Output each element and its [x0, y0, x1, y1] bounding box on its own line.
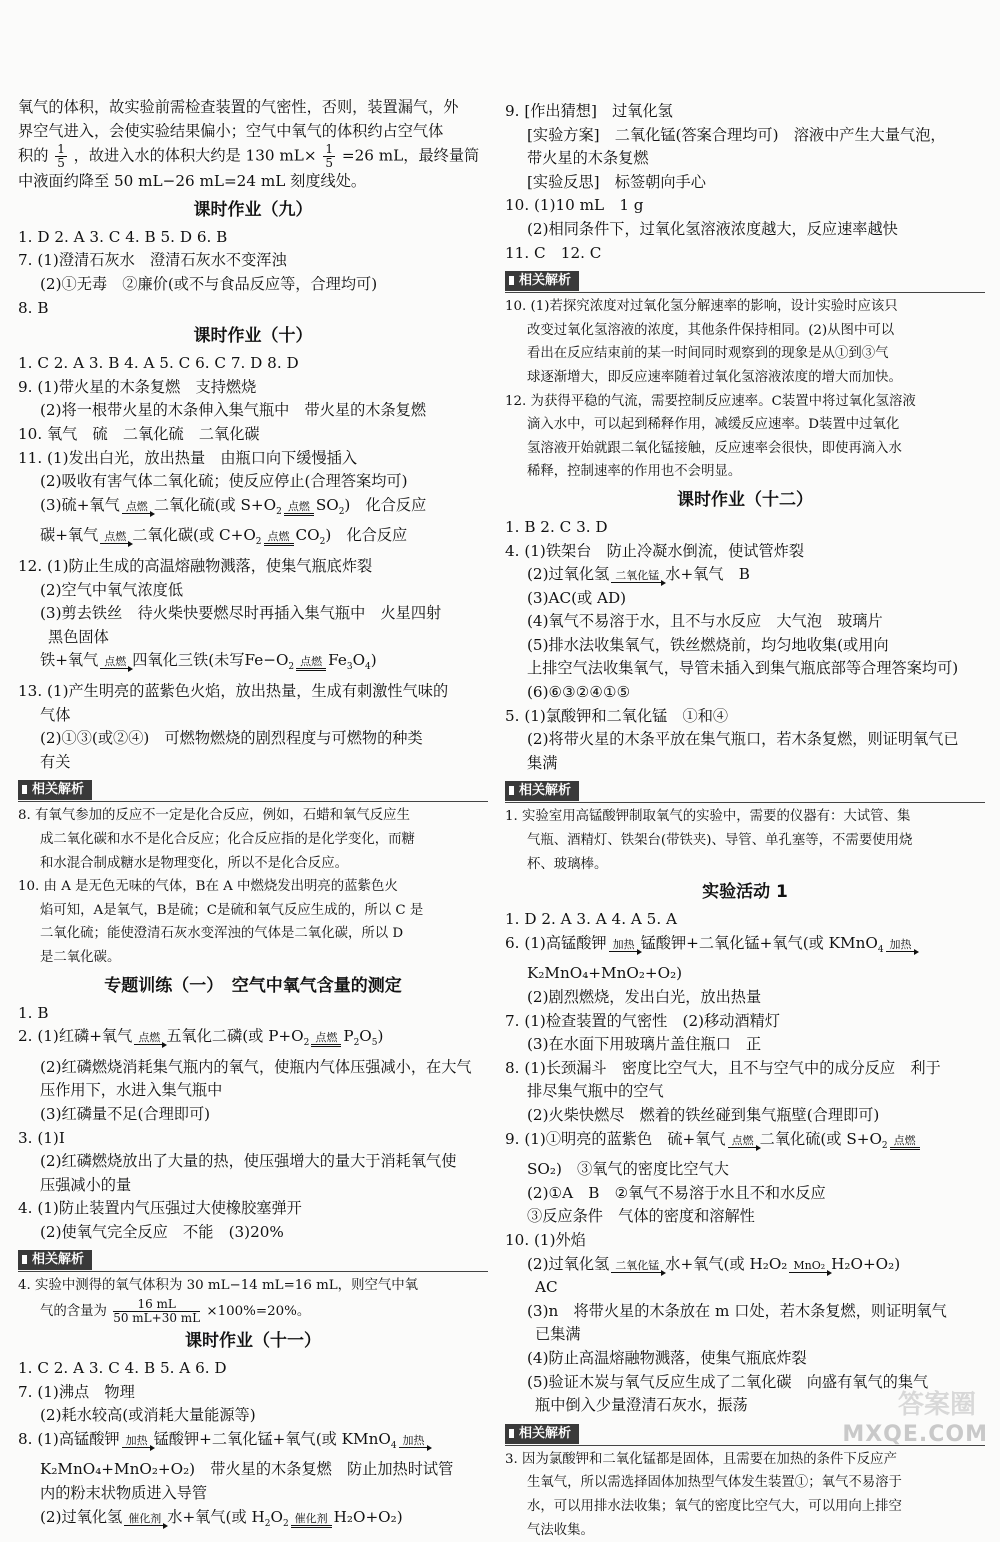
- watermark-logo: 答案圈: [897, 1390, 976, 1420]
- explain-line: 杯、玻璃棒。: [527, 856, 608, 872]
- explain-line: 8. 有氧气参加的反应不一定是化合反应，例如，石蜡和氧气反应生: [18, 808, 410, 824]
- answer-line: 压强减小的量: [40, 1175, 132, 1194]
- explain-line: 1. 实验室用高锰酸钾制取氧气的实验中，需要的仪器有：大试管、集: [505, 809, 911, 825]
- answer-line: 10. (1)外焰: [505, 1231, 586, 1249]
- equation-line: 铁+氧气 点燃 四氧化三铁(未写$Fe-O_2$ 点燃 $Fe_3O_4$): [40, 651, 377, 673]
- explain-line: 和水混合制成糖水是物理变化，所以不是化合反应。: [40, 855, 348, 871]
- answer-line: 7. (1)沸点 物理: [18, 1382, 135, 1401]
- reaction-arrow: 点燃: [100, 656, 130, 669]
- answer-line: 1. B: [18, 1003, 49, 1022]
- answer-line: 10. 氧气 硫 二氧化硫 二氧化碳: [18, 424, 260, 443]
- divider: [18, 1271, 488, 1272]
- answer-line: (3)剪去铁丝 待火柴快要燃尽时再插入集气瓶中 火星四射: [40, 604, 442, 623]
- text-line: 界空气进入，会使实验结果偏小；空气中氧气的体积约占空气体: [18, 121, 444, 140]
- answer-line: (2)耗水较高(或消耗大量能源等): [40, 1406, 256, 1425]
- answer-line: (4)氧气不易溶于水，且不与水反应 大气泡 玻璃片: [527, 612, 883, 631]
- answer-line: 12. (1)防止生成的高温熔融物溅落，使集气瓶底炸裂: [18, 556, 373, 575]
- answer-line: 瓶中倒入少量澄清石灰水，振荡: [535, 1396, 748, 1415]
- explain-line: 稀释，控制速率的作用也不会明显。: [527, 464, 742, 480]
- explain-line: 球逐渐增大，即反应速率随着过氧化氢溶液浓度的增大而加快。: [527, 369, 902, 385]
- answer-line: 压作用下，水进入集气瓶中: [40, 1081, 223, 1100]
- reaction-equals: 催化剂: [291, 1513, 332, 1528]
- answer-line: (2)红磷燃烧放出了大量的热，使压强增大的量大于消耗氧气使: [40, 1152, 457, 1171]
- answer-line: 1. D 2. A 3. C 4. B 5. D 6. B: [18, 227, 228, 246]
- section-title: 课时作业（十一）: [185, 1331, 321, 1352]
- reaction-arrow: 点燃: [100, 531, 130, 544]
- equation-line: 碳+氧气 点燃 二氧化碳(或 $C+O_2$ 点燃 $CO_2$) 化合反应: [40, 526, 408, 548]
- answer-line: 1. C 2. A 3. C 4. B 5. A 6. D: [18, 1359, 227, 1378]
- answer-line: 11. (1)发出白光，放出热量 由瓶口向下缓慢插入: [18, 448, 358, 467]
- reaction-equals: 点燃: [296, 656, 326, 671]
- analysis-label: 相关解析: [18, 780, 92, 800]
- explain-line: 滴入水中，可以起到稀释作用，减缓反应速率。D装置中过氧化: [527, 417, 900, 433]
- equation-line: (2)过氧化氢 二氧化锰 水+氧气 B: [527, 565, 750, 584]
- answer-line: (3)AC(或 AD): [527, 588, 627, 607]
- answer-line: 8. (1)长颈漏斗 密度比空气大，且不与空气中的成分反应 利于: [505, 1058, 941, 1077]
- explain-line: 气瓶、酒精灯、铁架台(带铁夹)、导管、单孔塞等，不需要使用烧: [527, 833, 913, 849]
- explain-line: 4. 实验中测得的氧气体积为 30 mL−14 mL=16 mL，则空气中氧: [18, 1278, 419, 1294]
- reaction-arrow: 加热: [886, 939, 916, 952]
- answer-line: [实验反思] 标签朝向手心: [527, 172, 706, 191]
- explain-line: 气法收集。: [527, 1522, 594, 1538]
- answer-line: (4)防止高温熔融物溅落，使集气瓶底炸裂: [527, 1348, 807, 1367]
- answer-line: ③反应条件 气体的密度和溶解性: [527, 1207, 755, 1226]
- section-title: 专题训练（一） 空气中氧气含量的测定: [104, 975, 402, 996]
- equation-line: (2)过氧化氢 催化剂 水+氧气(或 $H_2O_2$ 催化剂 H₂O+O₂): [40, 1507, 403, 1529]
- reaction-equals: 点燃: [284, 501, 314, 516]
- answer-line: 3. (1)I: [18, 1128, 65, 1147]
- answer-line: [实验方案] 二氧化锰(答案合理均可) 溶液中产生大量气泡，: [527, 125, 946, 144]
- answer-line: K₂MnO₄+MnO₂+O₂): [527, 964, 683, 983]
- answer-line: 排尽集气瓶中的空气: [527, 1082, 664, 1101]
- reaction-arrow: 加热: [122, 1435, 152, 1448]
- answer-line: (2)吸收有害气体二氧化硫；使反应停止(合理答案均可): [40, 472, 408, 491]
- text-line: 积的 $\frac{1}{5}$ ，故进入水的体积大约是 130 mL× $\frac{1}{5}$ =26 mL，最终量筒: [18, 143, 480, 171]
- equation-line: (3)硫+氧气 点燃 二氧化硫(或 $S+O_2$ 点燃 $SO_2$) 化合反应: [40, 495, 427, 517]
- answer-line: 有关: [40, 752, 71, 771]
- answer-line: 黑色固体: [48, 627, 109, 646]
- fraction: $\frac{1}{5}$: [57, 143, 65, 171]
- answer-line: 上排空气法收集氧气，导管未插入到集气瓶底部等合理答案均可): [527, 659, 959, 678]
- reaction-arrow: 加热: [609, 939, 639, 952]
- section-title: 课时作业（九）: [193, 199, 313, 220]
- fraction: $\frac{1}{5}$: [325, 143, 334, 171]
- explain-line: 12. 为获得平稳的气流，需要控制反应速率。C装置中将过氧化氢溶液: [505, 393, 916, 409]
- answer-line: (2)①A B ②氧气不易溶于水且不和水反应: [527, 1183, 826, 1202]
- divider: [505, 802, 985, 803]
- answer-line: 5. (1)氯酸钾和二氧化锰 ①和④: [505, 706, 729, 725]
- reaction-arrow: 点燃: [134, 1032, 164, 1045]
- answer-line: 1. C 2. A 3. B 4. A 5. C 6. C 7. D 8. D: [18, 354, 299, 373]
- explain-line: 氢溶液开始就跟二氧化锰接触，反应速率会很快，即使再滴入水: [527, 440, 902, 456]
- answer-line: 8. B: [18, 298, 49, 317]
- equation-line: (2)过氧化氢 二氧化锰 水+氧气(或 H₂O₂ MnO₂ H₂O+O₂): [527, 1254, 901, 1273]
- analysis-label: 相关解析: [18, 1250, 92, 1270]
- explain-line: 是二氧化碳。: [40, 949, 121, 965]
- equation-line: 9. (1)①明亮的蓝紫色 硫+氧气 点燃 二氧化硫(或 $S+O_2$ 点燃: [505, 1128, 985, 1159]
- answer-line: 4. (1)铁架台 防止冷凝水倒流，使试管炸裂: [505, 541, 805, 560]
- reaction-equals: 点燃: [890, 1135, 920, 1150]
- equation-line: 2. (1)红磷+氧气 点燃 五氧化二磷(或 $P+O_2$ 点燃 $P_2O_5$): [18, 1027, 384, 1049]
- answer-line: 1. B 2. C 3. D: [505, 517, 608, 536]
- section-title: 课时作业（十）: [193, 326, 313, 347]
- answer-line: (5)排水法收集氧气，铁丝燃烧前，均匀地收集(或用向: [527, 635, 889, 654]
- answer-line: (5)验证木炭与氧气反应生成了二氧化碳 向盛有氧气的集气: [527, 1372, 929, 1391]
- fraction: $\frac{16 mL}{50 mL+30 mL}$: [113, 1298, 201, 1326]
- left-column: [18, 96, 488, 1536]
- explain-line: 二氧化硫；能使澄清石灰水变浑浊的气体是二氧化碳，所以 D: [40, 926, 404, 942]
- analysis-label: 相关解析: [505, 781, 579, 801]
- reaction-arrow: 二氧化锰: [611, 570, 663, 583]
- reaction-arrow: 催化剂: [124, 1513, 165, 1526]
- explain-line: 水，可以用排水法收集；氧气的密度比空气大，可以用向上排空: [527, 1498, 902, 1514]
- section-title: 课时作业（十二）: [677, 489, 813, 510]
- answer-line: 气体: [40, 705, 71, 724]
- reaction-arrow: 加热: [399, 1435, 429, 1448]
- explain-line: 成二氧化碳和水不是化合反应；化合反应指的是化学变化，而糖: [40, 831, 415, 847]
- answer-line: 1. D 2. A 3. A 4. A 5. A: [505, 910, 677, 929]
- answer-line: K₂MnO₄+MnO₂+O₂) 带火星的木条复燃 防止加热时试管: [40, 1460, 454, 1479]
- answer-line: (2)①③(或②④) 可燃物燃烧的剧烈程度与可燃物的种类: [40, 729, 423, 748]
- explain-line: 10. (1)若探究浓度对过氧化氢分解速率的影响，设计实验时应该只: [505, 299, 898, 315]
- answer-line: 10. (1)10 mL 1 g: [505, 196, 644, 215]
- answer-line: (2)使氧气完全反应 不能 (3)20%: [40, 1222, 284, 1241]
- explain-line: 焰可知，A是氧气，B是硫；C是硫和氧气反应生成的，所以 C 是: [40, 902, 424, 918]
- analysis-label: 相关解析: [505, 271, 579, 291]
- reaction-equals: 点燃: [264, 531, 294, 546]
- answer-line: (2)将带火星的木条平放在集气瓶口，若木条复燃，则证明氧气已: [527, 730, 959, 749]
- answer-line: (6)⑥③②④①⑤: [527, 683, 631, 702]
- answer-line: 13. (1)产生明亮的蓝紫色火焰，放出热量，生成有刺激性气味的: [18, 681, 449, 700]
- reaction-equals: 点燃: [311, 1032, 341, 1047]
- answer-line: 已集满: [535, 1325, 581, 1344]
- explain-line: 3. 因为氯酸钾和二氧化锰都是固体，且需要在加热的条件下反应产: [505, 1451, 897, 1467]
- divider: [505, 292, 985, 293]
- reaction-arrow: 点燃: [122, 501, 152, 514]
- explain-line: 看出在反应结束前的某一时间同时观察到的现象是从①到③气: [527, 346, 889, 362]
- section-title: 实验活动 1: [702, 882, 788, 903]
- text-line: 中液面约降至 50 mL−26 mL=24 mL 刻度线处。: [18, 172, 367, 191]
- text-line: 氧气的体积，故实验前需检查装置的气密性，否则，装置漏气，外: [18, 98, 459, 116]
- answer-line: (3)红磷量不足(合理即可): [40, 1104, 211, 1123]
- answer-line: (2)①无毒 ②廉价(或不与食品反应等，合理均可): [40, 274, 378, 293]
- answer-line: 9. (1)带火星的木条复燃 支持燃烧: [18, 377, 257, 396]
- equation-line: 6. (1)高锰酸钾 加热 锰酸钾+二氧化锰+氧气(或 KMnO$_4$ 加热: [505, 932, 985, 963]
- answer-line: (2)红磷燃烧消耗集气瓶内的氧气，使瓶内气体压强减小，在大气: [40, 1057, 472, 1076]
- answer-line: SO₂) ③氧气的密度比空气大: [527, 1160, 729, 1179]
- answer-line: (3)n 将带火星的木条放在 m 口处，若木条复燃，则证明氧气: [527, 1301, 947, 1320]
- reaction-arrow: MnO₂: [789, 1260, 829, 1273]
- answer-line: 带火星的木条复燃: [527, 149, 649, 168]
- answer-line: (2)将一根带火星的木条伸入集气瓶中 带火星的木条复燃: [40, 401, 427, 420]
- answer-line: (2)空气中氧气浓度低: [40, 580, 184, 599]
- answer-line: 集满: [527, 753, 558, 772]
- divider: [18, 801, 488, 802]
- answer-line: 内的粉末状物质进入导管: [40, 1484, 208, 1503]
- answer-line: 7. (1)澄清石灰水 澄清石灰水不变浑浊: [18, 251, 287, 270]
- right-column: [505, 100, 985, 1542]
- answer-line: 11. C 12. C: [505, 243, 602, 262]
- analysis-label: 相关解析: [505, 1424, 579, 1444]
- reaction-arrow: 点燃: [728, 1135, 758, 1148]
- answer-line: (3)在水面下用玻璃片盖住瓶口 正: [527, 1035, 762, 1054]
- watermark-url: MXQE.COM: [842, 1422, 988, 1447]
- answer-line: AC: [535, 1278, 558, 1297]
- explain-line: 生氧气，所以需选择固体加热型气体发生装置①；氧气不易溶于: [527, 1475, 902, 1491]
- explain-line: 改变过氧化氢溶液的浓度，其他条件保持相同。(2)从图中可以: [527, 322, 895, 338]
- answer-line: 9. [作出猜想] 过氧化氢: [505, 102, 673, 120]
- equation-line: 8. (1)高锰酸钾 加热 锰酸钾+二氧化锰+氧气(或 KMnO$_4$ 加热: [18, 1428, 488, 1459]
- answer-line: (2)剧烈燃烧，发出白光，放出热量: [527, 988, 762, 1007]
- reaction-arrow: 二氧化锰: [611, 1260, 663, 1273]
- answer-line: (2)相同条件下，过氧化氢溶液浓度越大，反应速率越快: [527, 219, 898, 238]
- answer-line: (2)火柴快燃尽 燃着的铁丝碰到集气瓶壁(合理即可): [527, 1106, 880, 1124]
- explain-line: 10. 由 A 是无色无味的气体，B在 A 中燃烧发出明亮的蓝紫色火: [18, 879, 398, 895]
- explain-line: 气的含量为 $\frac{16 mL}{50 mL+30 mL}$ ×100%=20%。: [40, 1298, 311, 1326]
- answer-line: 4. (1)防止装置内气压强过大使橡胶塞弹开: [18, 1199, 302, 1218]
- answer-line: 7. (1)检查装置的气密性 (2)移动酒精灯: [505, 1011, 780, 1030]
